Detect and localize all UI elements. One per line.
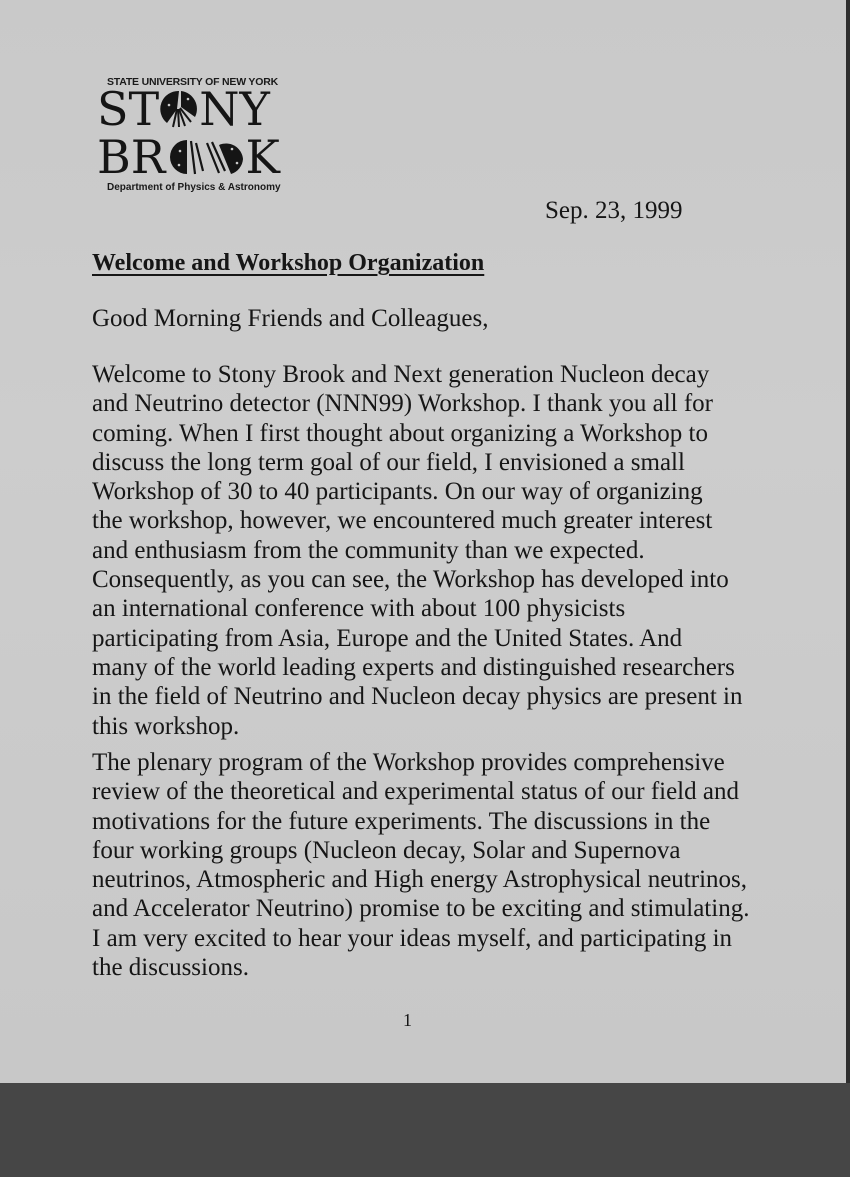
text-line: participating from Asia, Europe and the United States. And — [92, 624, 683, 652]
starburst-icon — [205, 137, 245, 177]
text-line: I am very excited to hear your ideas myself, and participating in — [92, 924, 733, 952]
text-line: Welcome to Stony Brook and Next generation Nucleon decay — [92, 361, 710, 388]
letter-greeting: Good Morning Friends and Colleagues, — [92, 305, 489, 332]
paragraph-1 — [92, 360, 772, 741]
text-line: neutrinos, Atmospheric and High energy Astrophysical neutrinos, — [92, 866, 747, 894]
text-line: review of the theoretical and experimental status of our field and — [92, 778, 739, 806]
text-line: Workshop of 30 to 40 participants. On our way of organizing — [92, 478, 703, 506]
text-line: an international conference with about 100 physicists — [92, 595, 626, 623]
department-name: Department of Physics & Astronomy — [107, 182, 281, 193]
page-number: 1 — [403, 1010, 412, 1030]
text-line: the discussions. — [92, 954, 249, 982]
text-line: and Neutrino detector (NNN99) Workshop. I thank you all for — [92, 390, 713, 418]
text-line: this workshop. — [92, 712, 240, 740]
paragraph-2 — [92, 748, 772, 982]
logo-text: BR — [97, 130, 166, 184]
logo-text: ST — [97, 82, 160, 136]
text-line: in the field of Neutrino and Nucleon decay physics are present in — [92, 683, 743, 711]
moon-half-icon — [165, 137, 205, 177]
text-line: and enthusiasm from the community than we expected. — [92, 536, 645, 564]
logo-word-stony — [97, 82, 270, 136]
text-line: Consequently, as you can see, the Workshop has developed into — [92, 566, 729, 594]
stony-brook-logo — [97, 76, 307, 196]
university-name: STATE UNIVERSITY OF NEW YORK — [107, 76, 278, 88]
letter-title: Welcome and Workshop Organization — [92, 250, 485, 276]
letter-date: Sep. 23, 1999 — [545, 197, 683, 224]
text-line: four working groups (Nucleon decay, Solar and Supernova — [92, 836, 681, 864]
text-line: discuss the long term goal of our field, I envisioned a small — [92, 448, 685, 476]
text-line: many of the world leading experts and distinguished researchers — [92, 653, 735, 681]
starburst-icon — [159, 89, 199, 129]
logo-word-brook — [97, 130, 280, 184]
text-line: The plenary program of the Workshop provides comprehensive — [92, 749, 725, 776]
text-line: and Accelerator Neutrino) promise to be exciting and stimulating. — [92, 895, 750, 923]
text-line: coming. When I first thought about organizing a Workshop to — [92, 419, 708, 447]
scan-edge — [846, 0, 850, 1083]
text-line: motivations for the future experiments. The discussions in the — [92, 807, 711, 835]
logo-text: NY — [199, 82, 270, 136]
text-line: the workshop, however, we encountered much greater interest — [92, 507, 713, 535]
logo-text: K — [245, 130, 280, 184]
